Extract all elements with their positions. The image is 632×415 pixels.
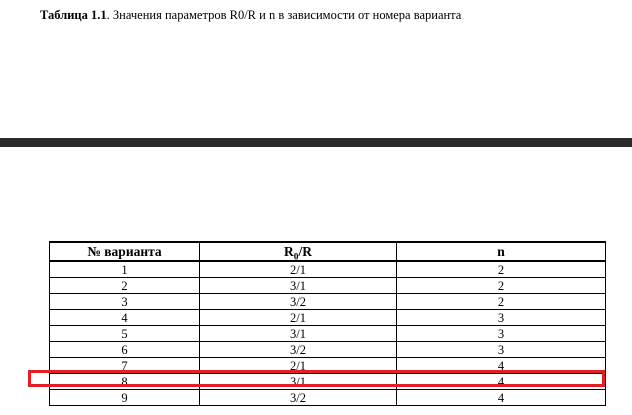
header-ratio-main: R xyxy=(284,243,294,259)
header-ratio xyxy=(200,242,397,261)
cell-variant: 3 xyxy=(50,294,200,310)
table-header-row xyxy=(50,242,606,261)
parameters-table xyxy=(49,241,606,406)
cell-n: 3 xyxy=(397,326,606,342)
cell-n: 3 xyxy=(397,310,606,326)
cell-ratio: 3/1 xyxy=(200,278,397,294)
cell-variant: 5 xyxy=(50,326,200,342)
cell-ratio: 2/1 xyxy=(200,358,397,374)
table-row xyxy=(50,358,606,374)
cell-variant: 9 xyxy=(50,390,200,406)
cell-n: 3 xyxy=(397,342,606,358)
cell-ratio: 3/2 xyxy=(200,342,397,358)
cell-ratio: 3/2 xyxy=(200,390,397,406)
table-row xyxy=(50,326,606,342)
cell-ratio: 3/1 xyxy=(200,326,397,342)
cell-variant: 2 xyxy=(50,278,200,294)
cell-ratio: 2/1 xyxy=(200,310,397,326)
cell-n: 2 xyxy=(397,261,606,278)
cell-variant: 7 xyxy=(50,358,200,374)
cell-variant: 8 xyxy=(50,374,200,390)
header-ratio-rest: /R xyxy=(298,243,312,259)
table-row xyxy=(50,342,606,358)
cell-ratio: 3/2 xyxy=(200,294,397,310)
cell-n: 4 xyxy=(397,390,606,406)
table-body xyxy=(50,261,606,406)
cell-variant: 1 xyxy=(50,261,200,278)
cell-n: 4 xyxy=(397,358,606,374)
cell-ratio: 3/1 xyxy=(200,374,397,390)
caption-label: Таблица 1.1 xyxy=(40,8,107,22)
table-row xyxy=(50,310,606,326)
caption-text: . Значения параметров R0/R и n в зависимости от номера варианта xyxy=(106,8,462,22)
table-row xyxy=(50,261,606,278)
cell-n: 2 xyxy=(397,278,606,294)
cell-n: 4 xyxy=(397,374,606,390)
page-divider xyxy=(0,138,632,147)
table-row xyxy=(50,390,606,406)
header-variant: № варианта xyxy=(50,242,200,261)
table-caption xyxy=(40,8,461,23)
cell-variant: 4 xyxy=(50,310,200,326)
table-row xyxy=(50,374,606,390)
header-n: n xyxy=(397,242,606,261)
cell-n: 2 xyxy=(397,294,606,310)
cell-ratio: 2/1 xyxy=(200,261,397,278)
table-row xyxy=(50,294,606,310)
table-row xyxy=(50,278,606,294)
header-ratio-sub: 0 xyxy=(293,252,299,263)
cell-variant: 6 xyxy=(50,342,200,358)
